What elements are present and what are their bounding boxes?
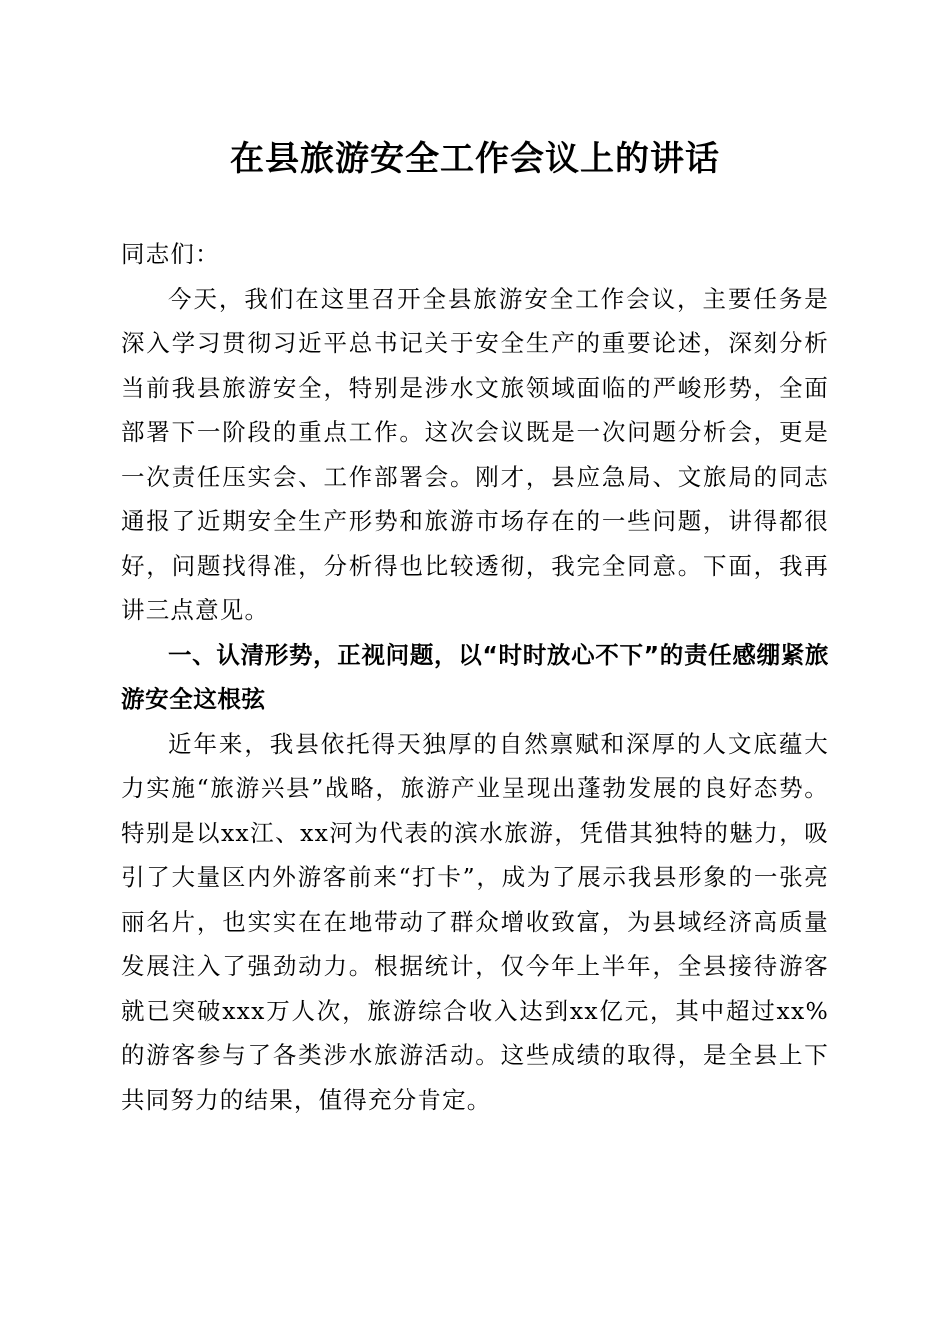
intro-paragraph: 今天，我们在这里召开全县旅游安全工作会议，主要任务是深入学习贯彻习近平总书记关于安全生产的重要论述，深刻分析当前我县旅游安全，特别是涉水文旅领域面临的严峻形势，全面部署下一阶段的重点工作。这次会议既是一次问题分析会，更是一次责任压实会、工作部署会。刚才，县应急局、文旅局的同志通报了近期安全生产形势和旅游市场存在的一些问题，讲得都很好，问题找得准，分析得也比较透彻，我完全同意。下面，我再讲三点意见。 xyxy=(121,284,829,624)
salutation: 同志们： xyxy=(121,240,220,268)
section-heading-1: 一、认清形势，正视问题，以“时时放心不下”的责任感绷紧旅游安全这根弦 xyxy=(121,640,829,713)
section-paragraph-1: 近年来，我县依托得天独厚的自然禀赋和深厚的人文底蕴大力实施“旅游兴县”战略，旅游产业呈现出蓬勃发展的良好态势。特别是以xx江、xx河为代表的滨水旅游，凭借其独特的魅力，吸引了大量区内外游客前来“打卡”，成为了展示我县形象的一张亮丽名片，也实实在在地带动了群众增收致富，为县域经济高质量发展注入了强劲动力。根据统计，仅今年上半年，全县接待游客就已突破xxx万人次，旅游综合收入达到xx亿元，其中超过xx%的游客参与了各类涉水旅游活动。这些成绩的取得，是全县上下共同努力的结果，值得充分肯定。 xyxy=(121,729,829,1114)
document-body xyxy=(121,232,829,1122)
document-title: 在县旅游安全工作会议上的讲话 xyxy=(230,139,720,179)
